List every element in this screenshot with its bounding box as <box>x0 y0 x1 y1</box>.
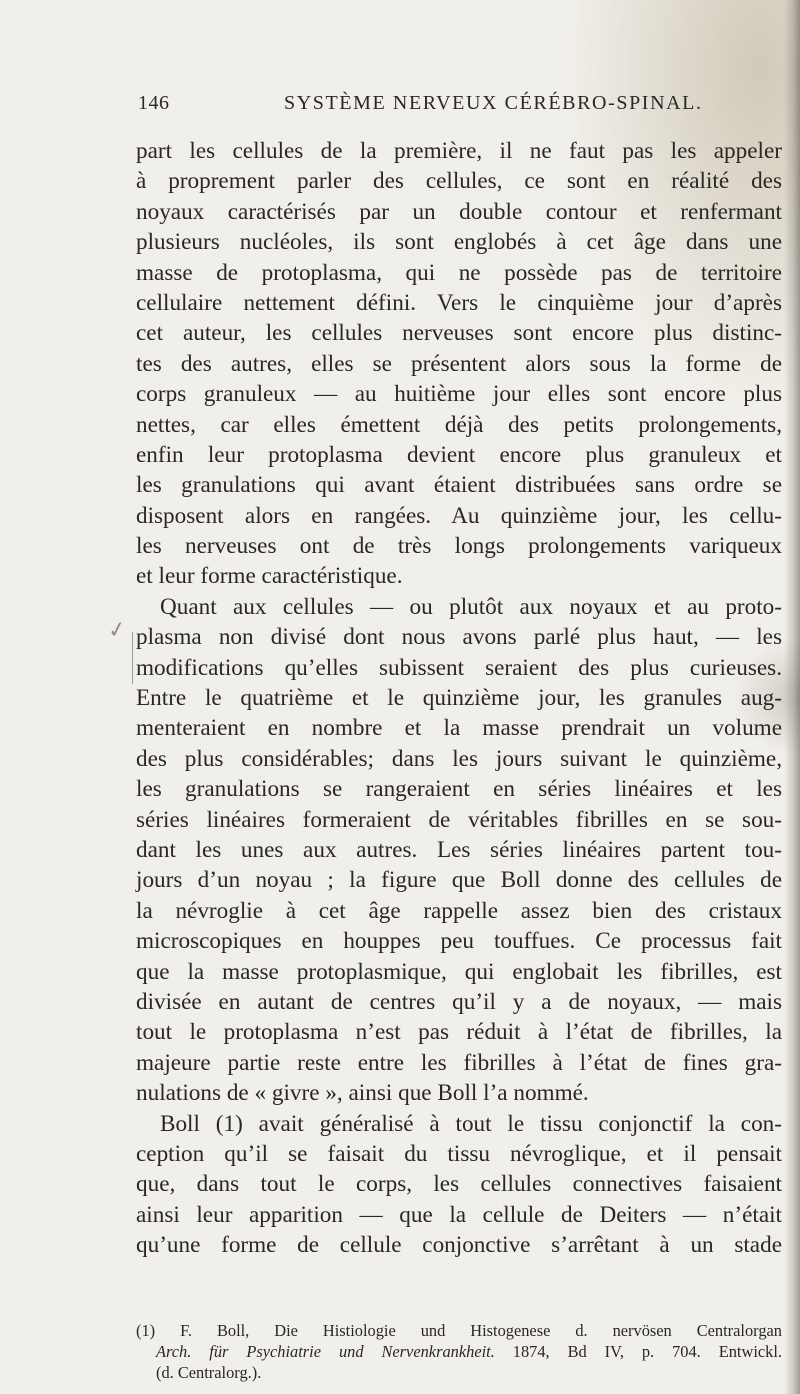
footnote-line <box>156 1341 782 1362</box>
paragraph-end-line: nulations de « givre », ainsi que Boll l’a nommé. <box>136 1080 589 1107</box>
text-line: dant les unes aux autres. Les séries linéaires partent tou- <box>136 836 782 863</box>
text-line: plusieurs nucléoles, ils sont englobés à cet âge dans une <box>136 229 782 256</box>
footnote-line: (1) F. Boll, Die Histiologie und Histogenese d. nervösen Centralorgan <box>136 1321 782 1340</box>
text-line: noyaux caractérisés par un double contour et renfermant <box>136 198 782 225</box>
pencil-margin-line <box>132 632 133 684</box>
text-line: des plus considérables; dans les jours suivant le quinzième, <box>136 745 782 772</box>
text-line: tout le protoplasma n’est pas réduit à l’état de fibrilles, la <box>136 1019 782 1046</box>
text-line: corps granuleux — au huitième jour elles sont encore plus <box>136 381 782 408</box>
text-line: menteraient en nombre et la masse prendrait un volume <box>136 715 782 742</box>
footnote-line: (d. Centralorg.). <box>156 1363 262 1382</box>
running-head: SYSTÈME NERVEUX CÉRÉBRO-SPINAL. <box>284 92 703 114</box>
footnote-citation: 1874, Bd IV, p. 704. Entwickl. <box>494 1342 782 1361</box>
text-line: les granulations qui avant étaient distribuées sans ordre se <box>136 472 782 499</box>
page-edge-shadow <box>784 0 800 1394</box>
text-line: à proprement parler des cellules, ce sont en réalité des <box>136 168 782 195</box>
text-line: ainsi leur apparition — que la cellule de Deiters — n’était <box>136 1201 782 1228</box>
text-line: divisée en autant de centres qu’il y a de noyaux, — mais <box>136 988 782 1015</box>
paragraph-start-line: Quant aux cellules — ou plutôt aux noyaux et au proto- <box>160 593 782 620</box>
text-line: la névroglie à cet âge rappelle assez bien des cristaux <box>136 897 782 924</box>
text-line: Entre le quatrième et le quinzième jour, les granules aug- <box>136 685 782 712</box>
text-line: plasma non divisé dont nous avons parlé plus haut, — les <box>136 624 782 651</box>
text-line: les granulations se rangeraient en séries linéaires et les <box>136 776 782 803</box>
body-text <box>136 136 782 1260</box>
text-line: part les cellules de la première, il ne faut pas les appeler <box>136 138 782 164</box>
text-line: cellulaire nettement défini. Vers le cinquième jour d’après <box>136 289 782 316</box>
paragraph-start-line: Boll (1) avait généralisé à tout le tissu conjonctif la con- <box>160 1110 782 1137</box>
text-line: ception qu’il se faisait du tissu névroglique, et il pensait <box>136 1140 782 1167</box>
footnote-journal-title: Arch. für Psychiatrie und Nervenkrankheit. <box>156 1342 495 1361</box>
pencil-check-mark: ✓ <box>105 616 129 645</box>
text-line: masse de protoplasma, qui ne possède pas de territoire <box>136 259 782 286</box>
text-line: majeure partie reste entre les fibrilles à l’état de fines gra- <box>136 1049 782 1076</box>
text-line: nettes, car elles émettent déjà des petits prolongements, <box>136 411 782 438</box>
page-header <box>138 92 778 122</box>
page-number: 146 <box>138 92 170 114</box>
footnote <box>136 1320 782 1383</box>
text-line: que, dans tout le corps, les cellules connectives faisaient <box>136 1171 782 1198</box>
text-line: cet auteur, les cellules nerveuses sont encore plus distinc- <box>136 320 782 347</box>
text-line: tes des autres, elles se présentent alors sous la forme de <box>136 350 782 377</box>
text-line: séries linéaires formeraient de véritables fibrilles en se sou- <box>136 806 782 833</box>
text-line: que la masse protoplasmique, qui englobait les fibrilles, est <box>136 958 782 985</box>
text-line: jours d’un noyau ; la figure que Boll donne des cellules de <box>136 867 782 894</box>
text-line: enfin leur protoplasma devient encore plus granuleux et <box>136 441 782 468</box>
text-line: microscopiques en houppes peu touffues. Ce processus fait <box>136 928 782 955</box>
text-line: qu’une forme de cellule conjonctive s’arrêtant à un stade <box>136 1232 782 1259</box>
text-line: disposent alors en rangées. Au quinzième jour, les cellu- <box>136 502 782 529</box>
paragraph-end-line: et leur forme caractéristique. <box>136 563 403 590</box>
text-line: modifications qu’elles subissent seraient des plus curieuses. <box>136 654 782 681</box>
text-line: les nerveuses ont de très longs prolongements variqueux <box>136 533 782 560</box>
